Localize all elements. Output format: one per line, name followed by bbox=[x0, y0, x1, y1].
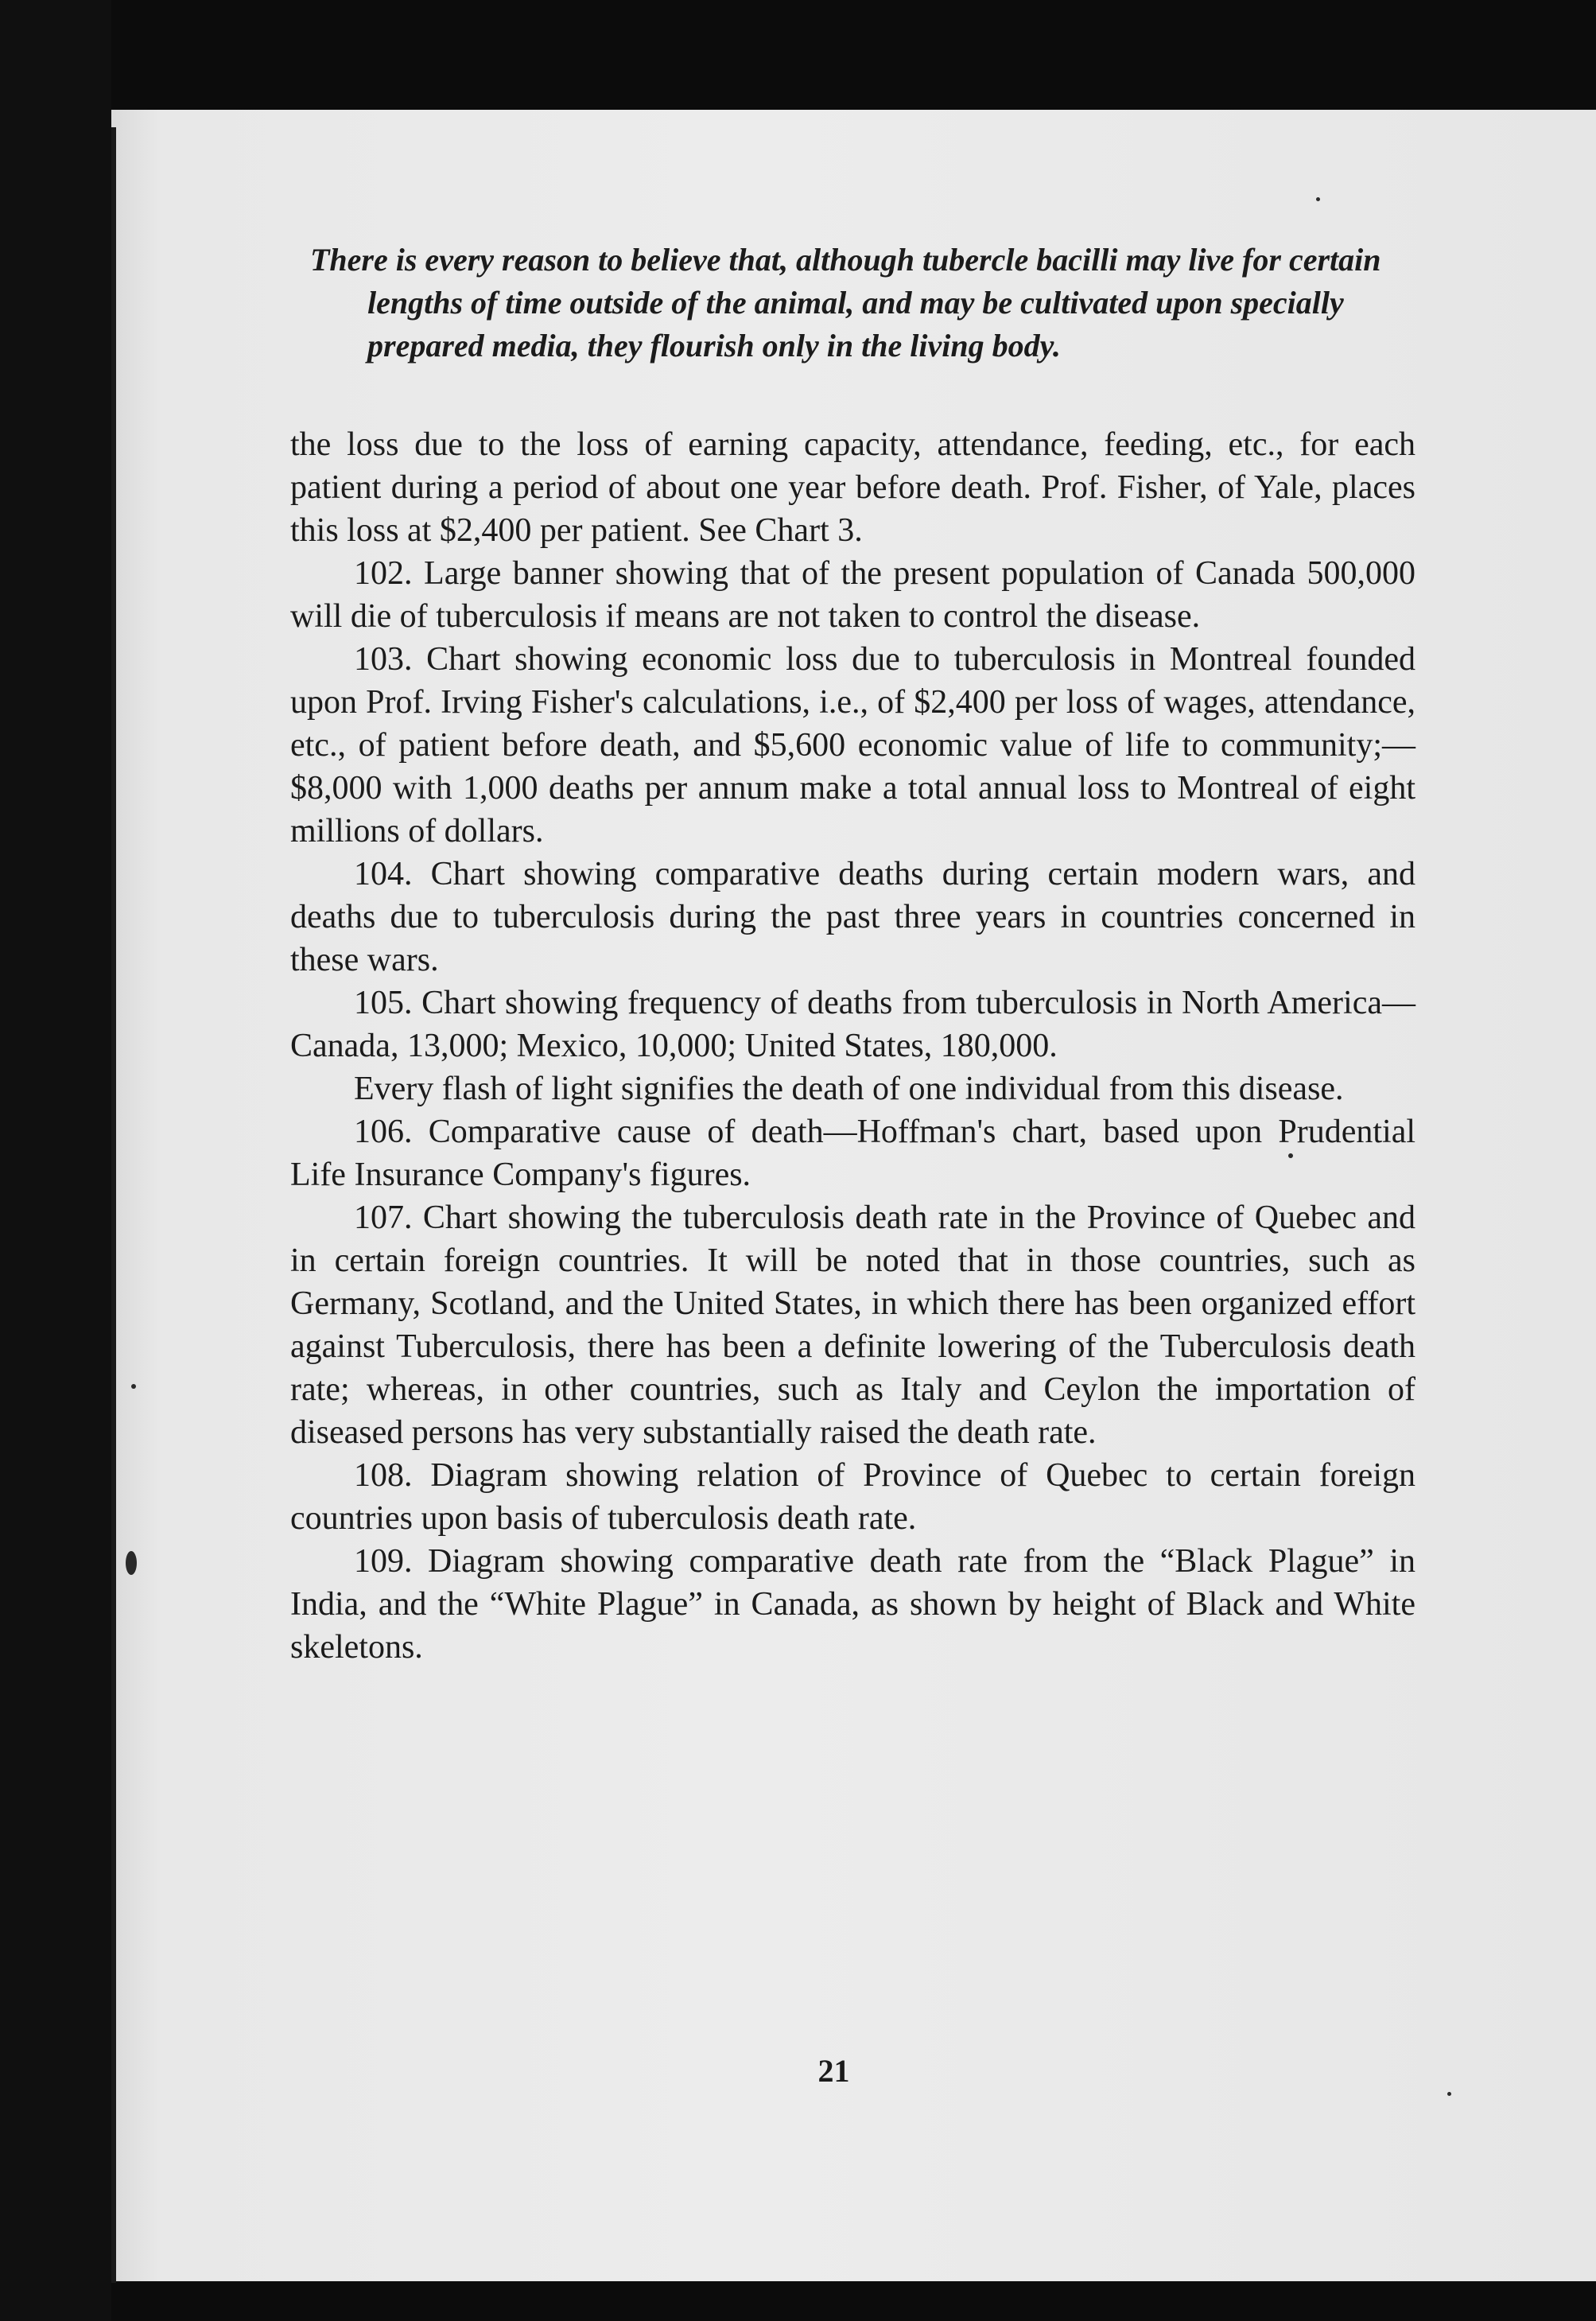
paragraph-continuation: the loss due to the loss of earning capacity, attendance, feeding, etc., for each patient during a period of about one year before death. Prof. Fisher, of Yale, places this loss at $2,400 per patient. See Chart 3. bbox=[290, 426, 1415, 549]
page-spine bbox=[111, 127, 116, 2283]
paragraph-flash: Every flash of light signifies the death of one individual from this disease. bbox=[354, 1071, 1344, 1107]
paragraph-103: 103. Chart showing economic loss due to tuberculosis in Montreal founded upon Prof. Irving Fisher's calculations, i.e., of $2,400 per loss of wages, attendance, etc., of patient before death, and $5,600 economic value of life to community;—$8,000 with 1,000 deaths per annum make a total annual loss to Montreal of eight millions of dollars. bbox=[290, 641, 1415, 849]
scan-speck bbox=[1316, 197, 1320, 201]
paragraph-106: 106. Comparative cause of death—Hoffman's chart, based upon Prudential Life Insurance Company's figures. bbox=[290, 1114, 1415, 1193]
scan-speck bbox=[126, 1551, 137, 1575]
paragraph-109: 109. Diagram showing comparative death rate from the “Black Plague” in India, and the “White Plague” in Canada, as shown by height of Black and White skeletons. bbox=[290, 1543, 1415, 1666]
scan-speck bbox=[1288, 1153, 1293, 1158]
epigraph: There is every reason to believe that, although tubercle bacilli may live for certain lengths of time outside of the animal, and may be cultivated upon specially prepared media, they flourish only in the living body. bbox=[310, 242, 1381, 364]
page-content bbox=[290, 239, 1415, 1669]
paragraph-107: 107. Chart showing the tuberculosis death rate in the Province of Quebec and in certain foreign countries. It will be noted that in those countries, such as Germany, Scotland, and the United States, in which there has been organized effort against Tuberculosis, there has been a definite lowering of the Tuberculosis death rate; whereas, in other countries, such as Italy and Ceylon the importation of diseased persons has very substantially raised the death rate. bbox=[290, 1199, 1415, 1451]
paragraph-102: 102. Large banner showing that of the present population of Canada 500,000 will die of tuberculosis if means are not taken to control the disease. bbox=[290, 555, 1415, 635]
scan-margin bbox=[0, 0, 111, 2321]
paragraph-108: 108. Diagram showing relation of Province of Quebec to certain foreign countries upon basis of tuberculosis death rate. bbox=[290, 1457, 1415, 1537]
paragraph-104: 104. Chart showing comparative deaths during certain modern wars, and deaths due to tuberculosis during the past three years in countries concerned in these wars. bbox=[290, 856, 1415, 978]
page-number: 21 bbox=[817, 2053, 850, 2089]
scan-speck bbox=[131, 1384, 136, 1389]
scan-speck bbox=[1447, 2092, 1451, 2096]
paragraph-105: 105. Chart showing frequency of deaths from tuberculosis in North America—Canada, 13,000; Mexico, 10,000; United States, 180,000. bbox=[290, 985, 1415, 1064]
